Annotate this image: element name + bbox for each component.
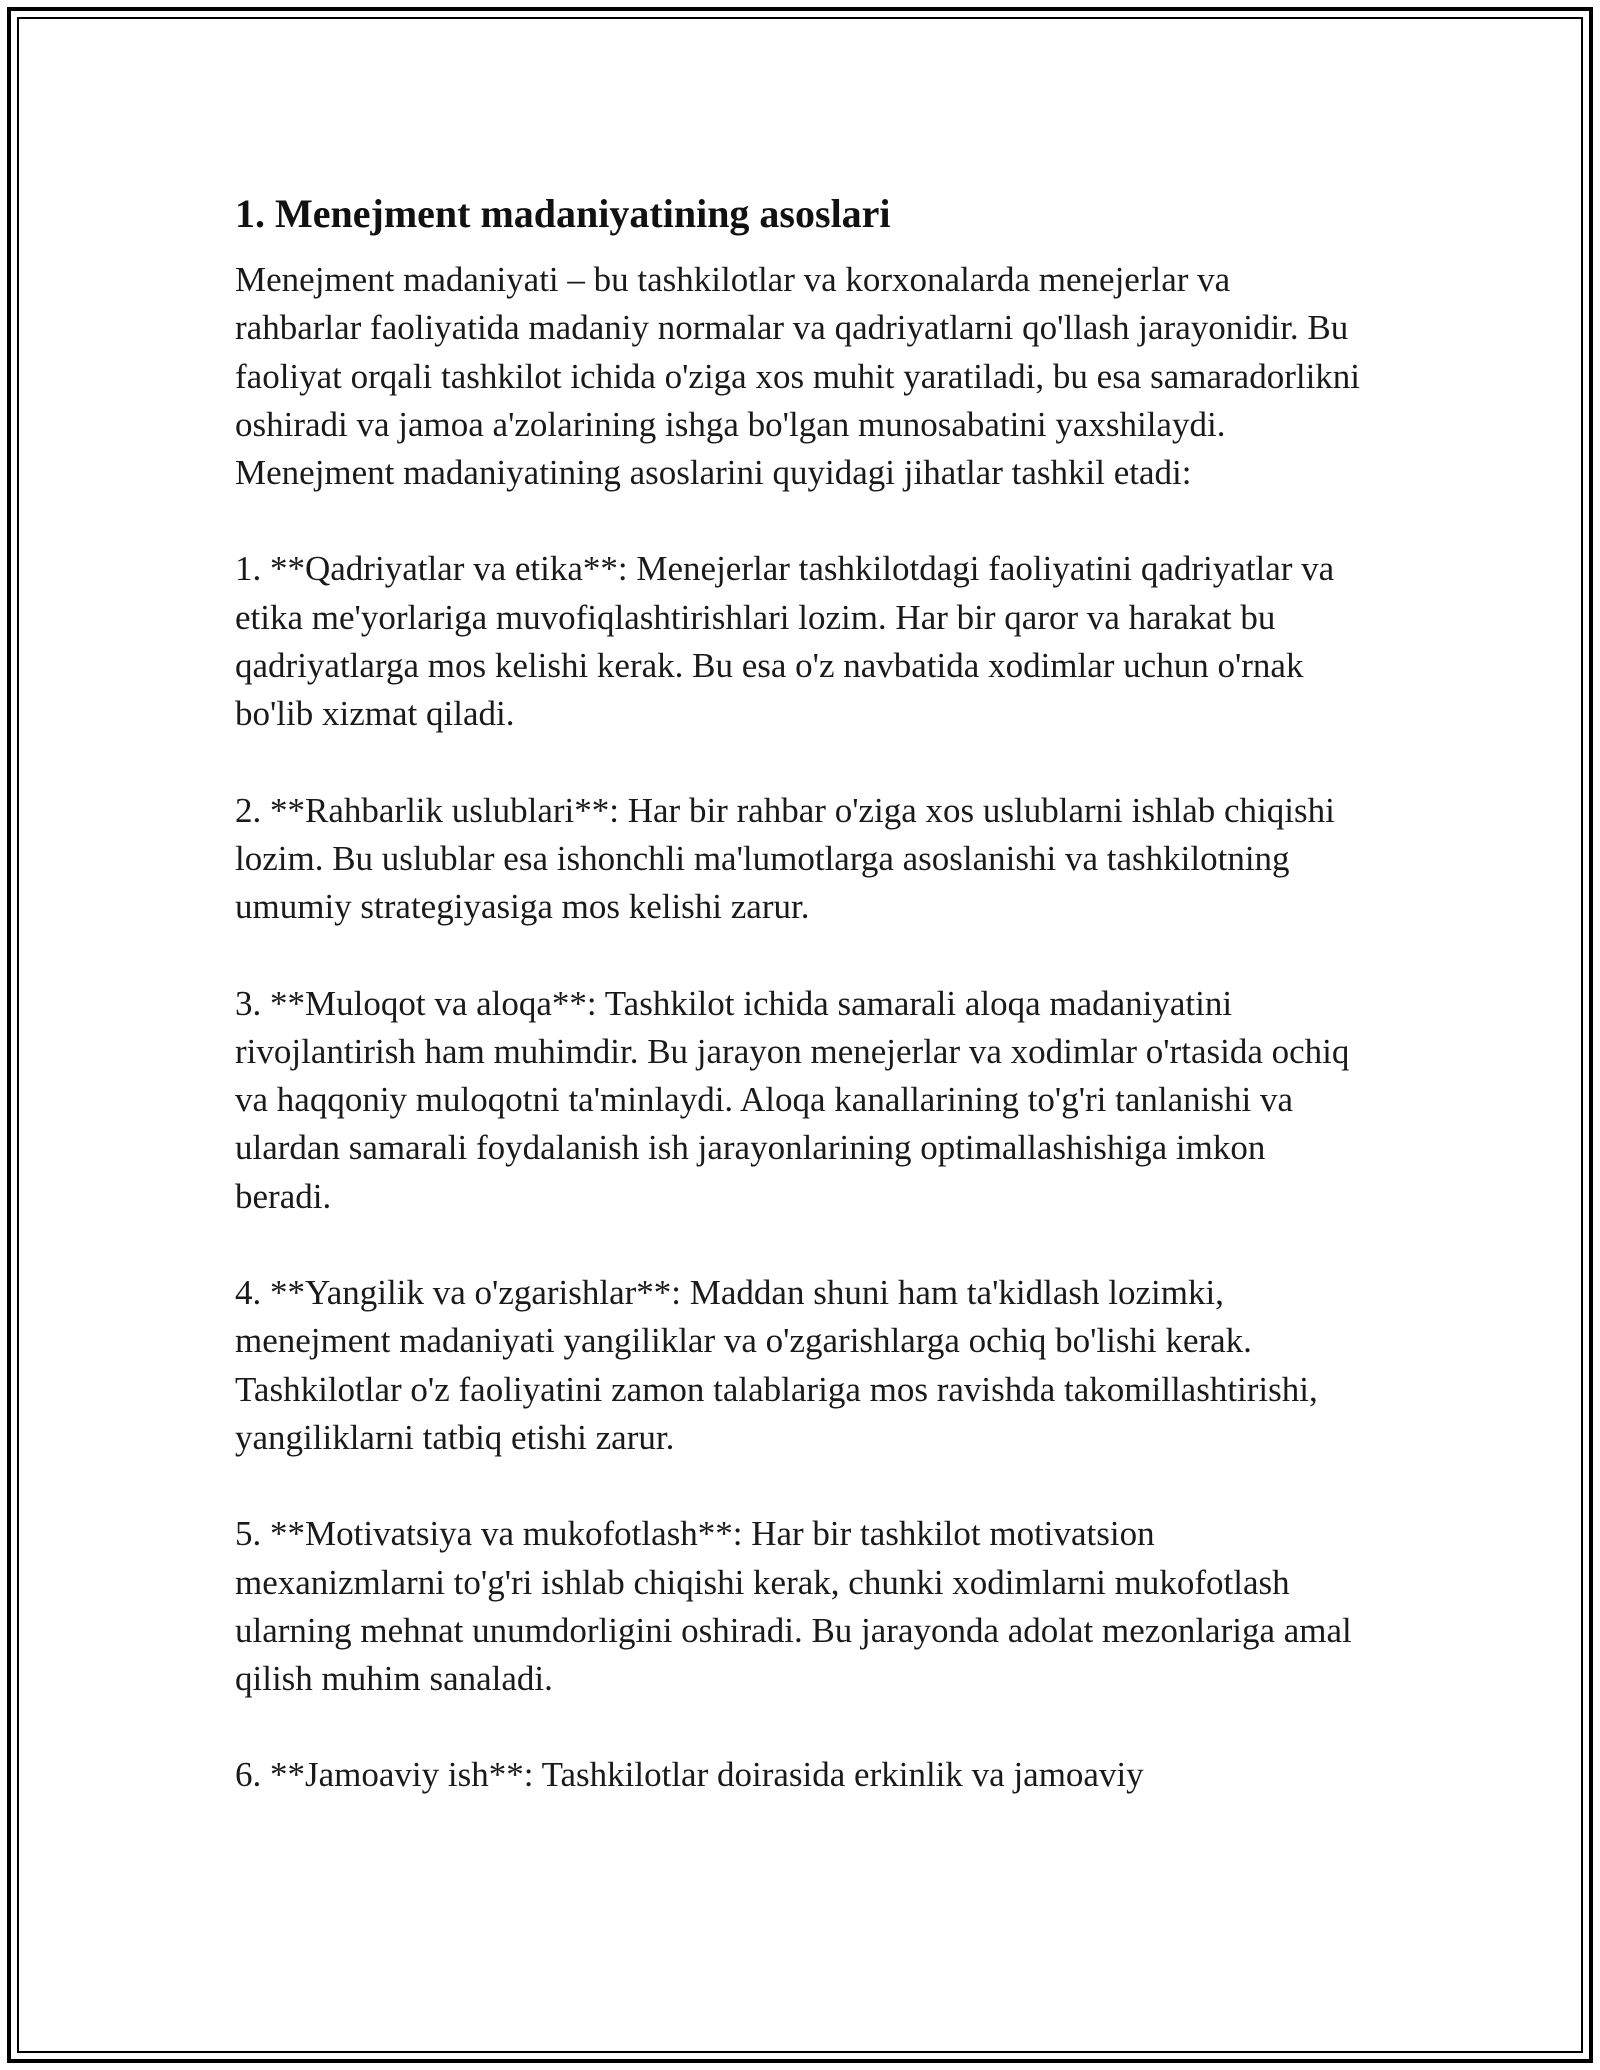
list-item-motivation-reward: 5. **Motivatsiya va mukofotlash**: Har bir tashkilot motivatsion mexanizmlarni to'g'ri ishlab chiqishi kerak, chunki xodimlarni mukofotlash ularning mehnat unumdorligini oshiradi. Bu jarayonda adolat mezonlariga amal qilish muhim sanaladi. <box>235 1514 1352 1699</box>
intro-paragraph: Menejment madaniyati – bu tashkilotlar va korxonalarda menejerlar va rahbarlar faoliyatida madaniy normalar va qadriyatlarni qo'llash jarayonidir. Bu faoliyat orqali tashkilot ichida o'ziga xos muhit yaratiladi, bu esa samaradorlikni oshiradi va jamoa a'zolarining ishga bo'lgan munosabatini yaxshilaydi. Menejment madaniyatining asoslarini quyidagi jihatlar tashkil etadi: <box>235 260 1361 493</box>
document-body <box>235 186 1365 1800</box>
list-item-teamwork: 6. **Jamoaviy ish**: Tashkilotlar doirasida erkinlik va jamoaviy <box>235 1755 1144 1795</box>
list-item-leadership-styles: 2. **Rahbarlik uslublari**: Har bir rahbar o'ziga xos uslublarni ishlab chiqishi lozim. Bu uslublar esa ishonchli ma'lumotlarga asoslanishi va tashkilotning umumiy strategiyasiga mos kelishi zarur. <box>235 790 1335 927</box>
list-item-values-ethics: 1. **Qadriyatlar va etika**: Menejerlar tashkilotdagi faoliyatini qadriyatlar va etika me'yorlariga muvofiqlashtirishlari lozim. Har bir qaror va harakat bu qadriyatlarga mos kelishi kerak. Bu esa o'z navbatida xodimlar uchun o'rnak bo'lib xizmat qiladi. <box>235 549 1335 734</box>
section-heading: 1. Menejment madaniyatining asoslari <box>235 191 891 236</box>
list-item-innovation-change: 4. **Yangilik va o'zgarishlar**: Maddan shuni ham ta'kidlash lozimki, menejment madaniyati yangiliklar va o'zgarishlarga ochiq bo'lishi kerak. Tashkilotlar o'z faoliyatini zamon talablariga mos ravishda takomillashtirishi, yangiliklarni tatbiq etishi zarur. <box>235 1273 1318 1457</box>
list-item-communication: 3. **Muloqot va aloqa**: Tashkilot ichida samarali aloqa madaniyatini rivojlantirish ham muhimdir. Bu jarayon menejerlar va xodimlar o'rtasida ochiq va haqqoniy muloqotni ta'minlaydi. Aloqa kanallarining to'g'ri tanlanishi va ulardan samarali foydalanish ish jarayonlarining optimallashishiga imkon beradi. <box>235 983 1350 1216</box>
